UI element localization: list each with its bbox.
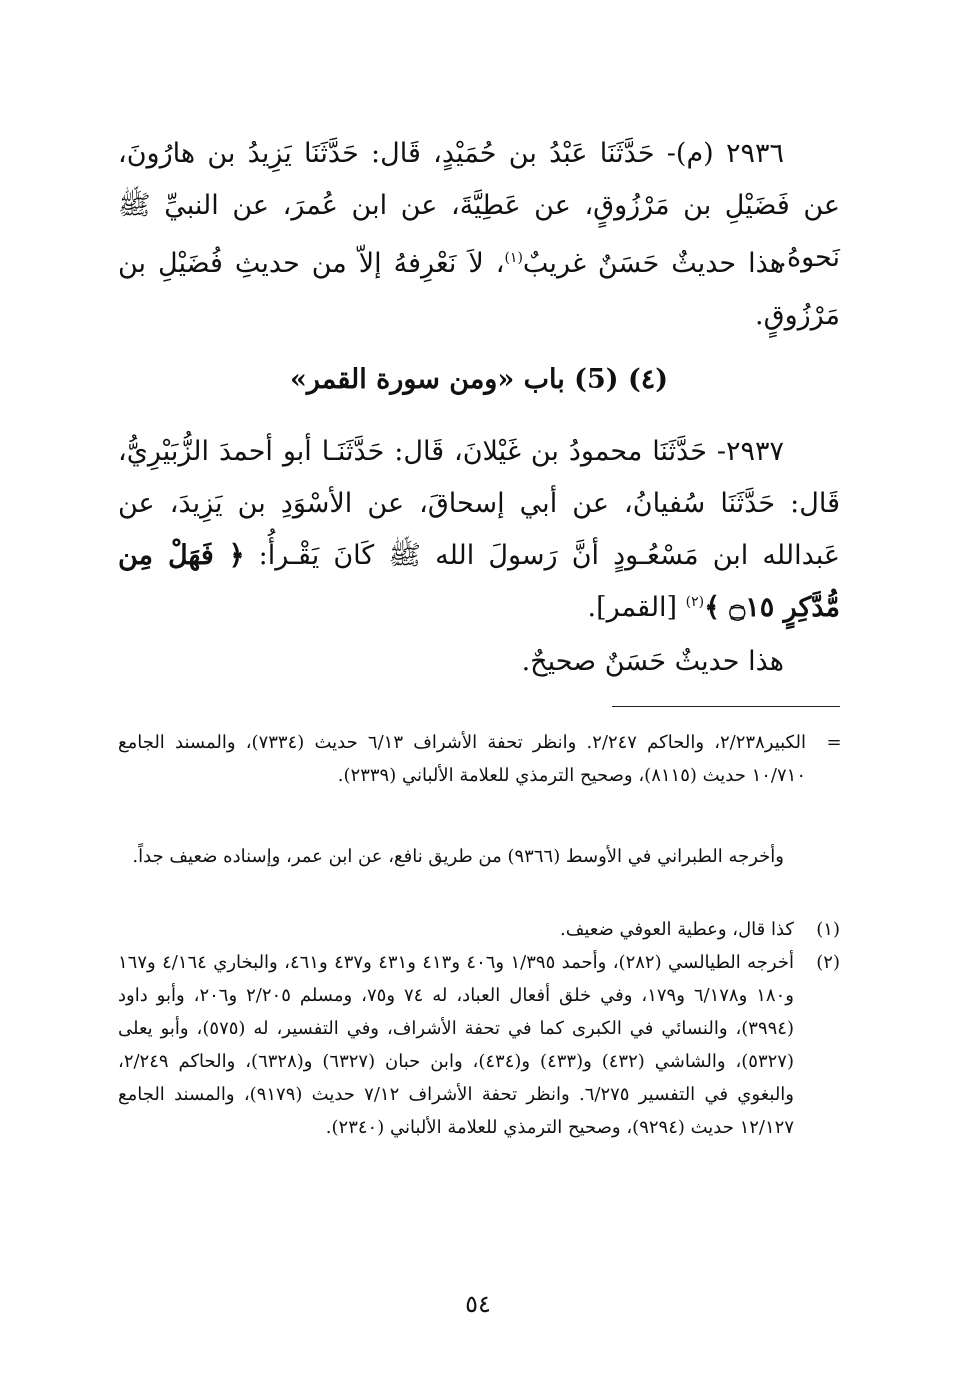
hadith-2936-grading — [118, 238, 840, 342]
continuation-mark: = — [826, 732, 842, 753]
footnote-number: (٢) — [816, 952, 840, 973]
footnote-text: كذا قال، وعطية العوفي ضعيف. — [560, 919, 794, 940]
footnote-continuation — [118, 726, 840, 792]
extra-text: وأخرجه الطبراني في الأوسط (٩٣٦٦) من طريق نافع، عن ابن عمر، وإسناده ضعيف جداً. — [132, 846, 784, 867]
footnote-ref-2[interactable]: (٢) — [685, 594, 705, 610]
grading-text: هذا حديثٌ حَسَنٌ صحيحٌ. — [521, 646, 784, 677]
footnote-1 — [118, 913, 840, 946]
footnote-extra — [118, 840, 840, 873]
hadith-2936-text: ٢٩٣٦ (م)- حَدَّثَنَا عَبْدُ بن حُمَيْدٍ، قَال: حَدَّثَنَا يَزِيدُ بن هارُونَ، عن فَضَيْلِ بن مَرْزُوقٍ، عن عَطِيَّةَ، عن ابن عُمرَ، عن النبيِّ ﷺ نَحوهُ. — [118, 138, 840, 273]
surah-name: [القمر]. — [587, 592, 678, 623]
hadith-2937-text: ٢٩٣٧- حَدَّثَنَا محمودُ بن غَيْلانَ، قَال: حَدَّثَنَـا أبو أحمدَ الزُّبَيْرِيُّ، قَال: حَدَّثَنَا سُفيانُ، عن أبي إسحاقَ، عن الأسْوَدِ بن يَزِيدَ، عن عَبدالله ابن مَسْعُـودٍ أنَّ رَسولَ الله ﷺ كَانَ يَقْـرأُ: — [118, 436, 840, 571]
chapter-heading: (٤) (5) باب «ومن سورة القمر» — [289, 364, 669, 395]
footnote-number: (١) — [816, 919, 840, 940]
quran-verse: ﴿ فَهَلْ مِن مُّدَّكِرٍ ۝١٥ ﴾ — [118, 540, 840, 623]
grading-text-after: ، لاَ نَعْرِفهُ إلاّ من حديثِ فُضَيْلِ بن مَرْزُوقٍ. — [118, 248, 840, 331]
page-number: ٥٤ — [465, 1290, 491, 1318]
hadith-2937-grading — [118, 636, 840, 688]
footnote-separator — [612, 706, 840, 707]
footnote-2 — [118, 946, 840, 1144]
continuation-text: الكبير٢/٢٣٨، والحاكم ٢/٢٤٧. وانظر تحفة الأشراف ٦/١٣ حديث (٧٣٣٤)، والمسند الجامع ١٠/٧١٠ حديث (٨١١٥)، وصحيح الترمذي للعلامة الألباني (٢٣٣٩). — [118, 732, 806, 786]
footnote-ref-1[interactable]: (١) — [504, 250, 523, 266]
hadith-2937 — [118, 426, 840, 634]
footnote-text: أخرجه الطيالسي (٢٨٢)، وأحمد ١/٣٩٥ و٤٠٦ و٤١٣ و٤٣١ و٤٣٧ و٤٦١، والبخاري ٤/١٦٤ و١٦٧ و١٨٠ و٦/١٧٨ و١٧٩، وفي خلق أفعال العباد، له ٧٤ و٧٥، ومسلم ٢/٢٠٥ و٢٠٦، وأبو داود (٣٩٩٤)، والنسائي في الكبرى كما في تحفة الأشراف، وفي التفسير، له (٥٧٥)، وأبو يعلى (٥٣٢٧)، والشاشي (٤٣٢) و(٤٣٣) و(٤٣٤)، وابن حبان (٦٣٢٧) و(٦٣٢٨)، والحاكم ٢/٢٤٩، والبغوي في التفسير ٦/٢٧٥. وانظر تحفة الأشراف ٧/١٢ حديث (٩١٧٩)، والمسند الجامع ١٢/١٢٧ حديث (٩٢٩٤)، وصحيح الترمذي للعلامة الألباني (٢٣٤٠). — [118, 952, 794, 1138]
grading-text-before: هذا حديثٌ حَسَنٌ غريبٌ — [522, 248, 784, 279]
